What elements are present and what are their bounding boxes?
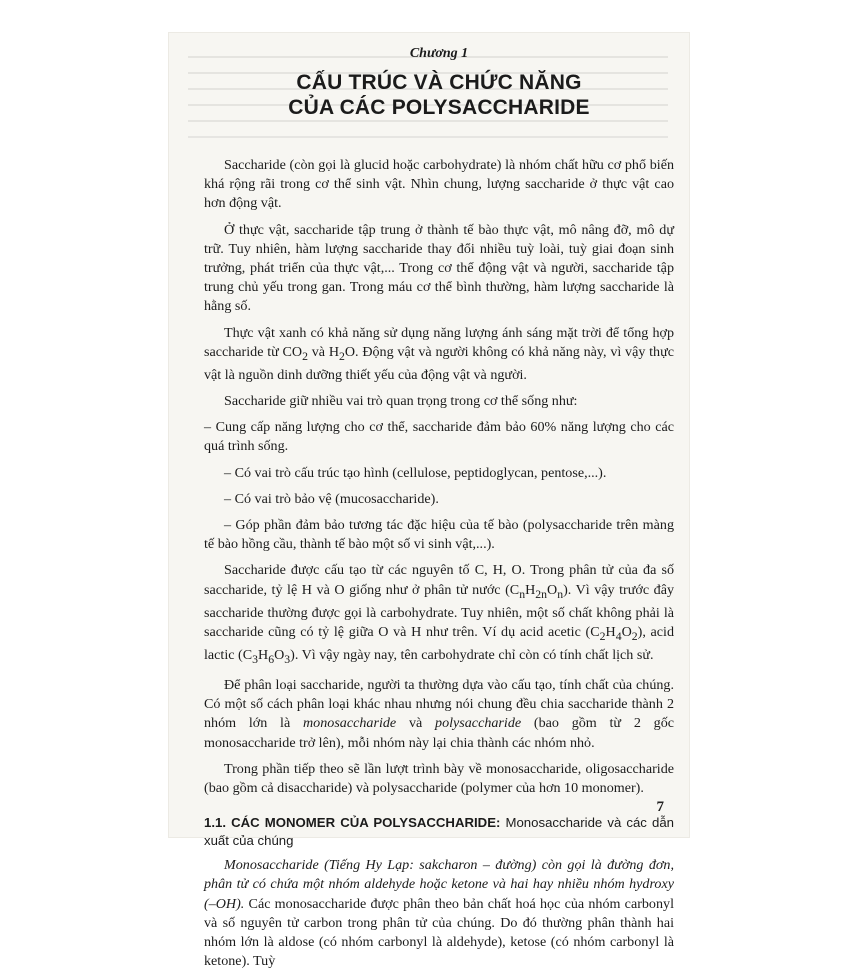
list-item-structure: – Có vai trò cấu trúc tạo hình (cellulose, peptidoglycan, pentose,...).: [224, 464, 607, 481]
paragraph-outline: Trong phần tiếp theo sẽ lần lượt trình bày về monosaccharide, oligosaccharide (bao gồm cả disaccharide) và polysaccharide (polymer của hơn 10 monomer).: [204, 760, 674, 796]
paragraph-photosynthesis: Thực vật xanh có khả năng sử dụng năng lượng ánh sáng mặt trời để tổng hợp saccharide từ $CO_2$ và $H_2O$. Động vật và người không có khả năng này, vì vậy thực vật là nguồn dinh dưỡng thiết yếu của động vật và người.: [204, 324, 674, 383]
page-content: [204, 46, 674, 978]
paragraph-plants: Ở thực vật, saccharide tập trung ở thành tế bào thực vật, mô nâng đỡ, mô dự trữ. Tuy nhiên, hàm lượng saccharide thay đổi nhiều tuỳ loài, tuỳ giai đoạn sinh trưởng, phát triển của thực vật,... Trong cơ thể động vật và người, saccharide tập trung chủ yếu trong gan. Trong máu cơ thể bình thường, hàm lượng saccharide là hằng số.: [204, 221, 674, 315]
chapter-label: Chương 1: [409, 46, 469, 61]
section-subtitle: Monosaccharide và các dẫn xuất của chúng: [204, 815, 675, 849]
list-item-protection: – Có vai trò bảo vệ (mucosaccharide).: [224, 490, 439, 507]
section-heading: [204, 814, 674, 850]
book-page: [168, 32, 690, 970]
paragraph-intro: Saccharide (còn gọi là glucid hoặc carbohydrate) là nhóm chất hữu cơ phổ biến khá rộng rãi trong cơ thể sinh vật. Nhìn chung, lượng saccharide ở thực vật cao hơn động vật.: [204, 157, 674, 212]
paragraph-classification: Để phân loại saccharide, người ta thường dựa vào cấu tạo, tính chất của chúng. Có một số cách phân loại khác nhau nhưng nói chung đều chia saccharide thành 2 nhóm lớn là monosaccharide và polysaccharide (bao gồm từ 2 gốc monosaccharide trở lên), mỗi nhóm này lại chia thành các nhóm nhỏ.: [204, 676, 675, 751]
list-item-energy: – Cung cấp năng lượng cho cơ thể, saccharide đảm bảo 60% năng lượng cho các quá trình sống.: [204, 419, 674, 455]
page-number: 7: [656, 799, 664, 815]
chapter-title-line-1: CẤU TRÚC VÀ CHỨC NĂNG: [296, 71, 582, 94]
section-number-title: 1.1. CÁC MONOMER CỦA POLYSACCHARIDE:: [204, 815, 501, 831]
paragraph-composition: Saccharide được cấu tạo từ các nguyên tố C, H, O. Trong phân tử của đa số saccharide, tỷ lệ H và O giống như ở phân tử nước $(C_nH_{2n}O_n)$. Vì vậy trước đây saccharide thường được gọi là carbohydrate. Tuy nhiên, một số chất không phải là saccharide cũng có tỷ lệ giữa O và H như trên. Ví dụ acid acetic $(C_2H_4O_2)$, acid lactic $(C_3H_6O_3)$. Vì vậy ngày nay, tên carbohydrate chỉ còn có tính chất lịch sử.: [204, 562, 675, 666]
paragraph-roles-intro: Saccharide giữ nhiều vai trò quan trọng trong cơ thể sống như:: [224, 393, 578, 410]
chapter-title-line-2: CỦA CÁC POLYSACCHARIDE: [288, 96, 590, 119]
list-item-interaction: – Góp phần đảm bảo tương tác đặc hiệu của tế bào (polysaccharide trên màng tế bào hồng cầu, thành tế bào một số vi sinh vật,...).: [204, 517, 674, 553]
paragraph-monosaccharide: Monosaccharide (Tiếng Hy Lạp: sakcharon – đường) còn gọi là đường đơn, phân tử có chứa một nhóm aldehyde hoặc ketone và hai hay nhiều nhóm hydroxy (–OH). Các monosaccharide được phân theo bản chất hoá học của nhóm carbonyl và số nguyên tử carbon trong phân tử của chúng. Do đó thường phân thành hai nhóm lớn là aldose (có nhóm carbonyl là aldehyde), ketose (có nhóm carbonyl là ketone). Tuỳ: [204, 857, 674, 970]
chapter-title: [204, 70, 674, 120]
